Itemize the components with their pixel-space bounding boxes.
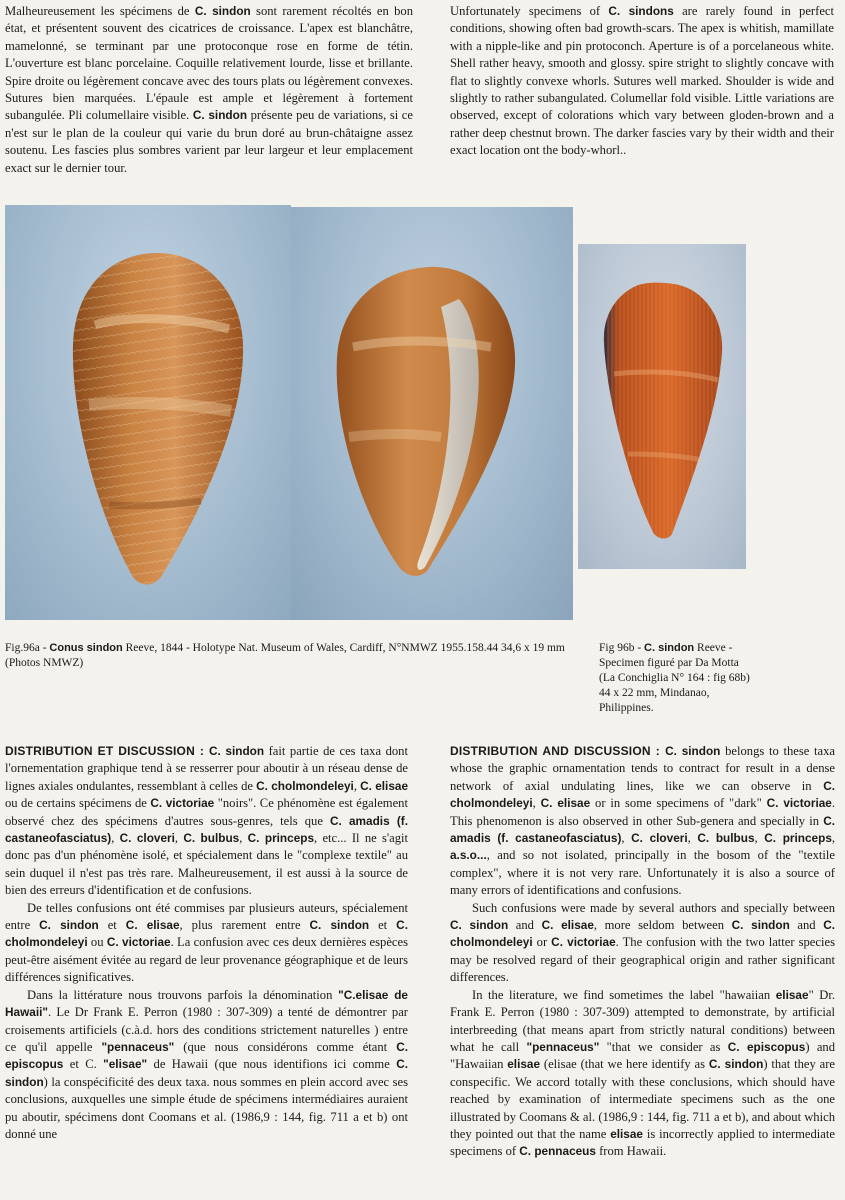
paragraph [5,987,408,1144]
species-name: C. sindon [731,918,790,933]
species-name: C. elisae [360,778,409,793]
text-run: sont rarement récoltés en bon état, et présentent souvent des cicatrices de croissance. L'apex est blanchâtre, mamelonné, se terminant par une protoconque rose en forme de tétin. L'ouverture est blanc porcelaine. Coquille relativement lourde, lisse et brillante. Spire droite ou légèrement concave avec des tours plats ou légèrement convexes. Sutures bien marquées. L'épaule est ample et légèrement à fortement subangulée. Pli columellaire visible. [5,4,413,123]
species-name: C. sindon [309,918,370,933]
species-name: C. episcopus [727,1039,806,1054]
paragraph [450,900,835,987]
text-run: Fig 96b - [599,642,645,654]
text-run: ou de certains spécimens de [5,796,151,811]
species-name: C. sindon [708,1057,764,1072]
species-name: C. sindon [39,918,99,933]
species-name: "C.elisae de Hawaii" [5,987,408,1020]
text-run: de Hawaii (que nous identifions ici comme [147,1057,397,1072]
paragraph [5,743,408,900]
caption-line [599,671,829,686]
species-name: elisae [610,1126,643,1141]
species-name: C. cholmondeleyi [5,918,408,950]
text-run: , [239,831,248,846]
text-run: from Hawaii. [595,1144,667,1159]
text-run: , plus rarement entre [179,918,310,933]
text-run: is incorrectly applied to intermediate specimens of [450,1126,835,1159]
species-name: C. elisae [540,796,591,811]
text-run: or in some specimens of "dark" [590,796,767,811]
text-run: , [831,831,836,846]
caption-line [599,686,829,701]
text-run: et [369,918,397,933]
cone-shell-ventral-image [291,207,573,620]
species-name: C. cholmondeleyi [256,778,354,793]
text-run: , [111,831,120,846]
text-run: Philippines. [599,702,654,714]
french-discussion-column [5,743,408,1143]
paragraph [5,900,408,987]
text-run: ou [87,935,107,950]
text-run: belongs to these taxa whose the graphic ornamentation tends to contract for result in a dense network of axial undulating lines, like we can observe in [450,744,835,793]
species-name: "elisae" [103,1057,148,1072]
text-run: , more seldom between [593,918,732,933]
text-run: (La Conchiglia N° 164 : fig 68b) [599,672,750,684]
text-run: , [532,796,541,811]
species-name: C. cholmondeleyi [450,778,835,811]
text-run: . The confusion with the two latter species may be resolved regard of their geographical origin and rather significant differences. [450,935,835,985]
text-run: De telles confusions ont été commises par plusieurs auteurs, spécialement entre [5,900,408,933]
section-heading: DISTRIBUTION ET DISCUSSION : [5,744,209,758]
figure-96a-caption [5,641,575,671]
text-run: fait partie de ces taxa dont l'ornementation graphique tend à se resserrer pour aboutir à un réseau dense de lignes axiales ondulantes, ressemblant à celles de [5,744,408,793]
paragraph [5,3,413,177]
species-name: "pennaceus" [101,1039,175,1054]
species-name: C. sindon [208,744,265,758]
paragraph [450,3,834,160]
da-motta-specimen-photo [578,244,746,569]
text-run: are rarely found in perfect conditions, showing often bad growth-scars. The apex is whitish, mamillate with a nipple-like and pin protoconch. Aperture is of a porcelaneous white. Shell rather heavy, smooth and glossy. spire stright to slightly concave with flat to slightly convexe whorls. Sutures well marked. Shoulder is wide and slightly to rather subangulated. Columellar fold visible. Little variations are observed, except of colorations which vary between gloden-brown and a rather deep chestnut brown. The darker fascies vary by their width and their exact location ont the body-whorl.. [450,4,834,158]
species-name: Conus sindon [49,642,123,654]
figure-96b-caption [599,641,829,716]
species-name: C. sindon [450,918,509,933]
species-name: C. victoriae [766,796,832,811]
text-run: Dans la littérature nous trouvons parfois la dénomination [27,987,339,1002]
text-run: Specimen figuré par Da Motta [599,657,739,669]
text-run: and [789,918,824,933]
species-name: elisae [507,1057,541,1072]
text-run: (que nous considérons comme étant [174,1039,397,1054]
text-run: . This phenomenon is also observed in other Sub-genera and specially in [450,796,836,828]
species-name: C. bulbus [697,831,755,846]
text-run: , [621,831,632,846]
text-run: 44 x 22 mm, Mindanao, [599,687,710,699]
french-intro-column [5,3,413,177]
species-name: C. elisae [125,918,180,933]
species-name: C. sindon [192,108,248,123]
text-run: et [98,918,126,933]
text-run: ) that they are conspecific. We accord totally with these conclusions, which should have reached by examination of intermediate specimens such as the one illustrated by Coomans & al. (1986,9 : 144, fig. 711 a et b), and about which they pointed out that the name [450,1057,835,1141]
text-run: In the literature, we find sometimes the label "hawaiian [472,987,776,1002]
text-run: " Dr. Frank E. Perron (1980 : 307-309) attempted to demonstrate, by artificial interbreeding (that means apart from strictly natural conditions) between what he call [450,987,835,1054]
species-name: C. sindon [644,642,695,654]
species-name: C. bulbus [183,831,240,846]
text-run: . La confusion avec ces deux dernières espèces peut-être aisément évitée au regard de leur provenance géographique et de leurs différences significatives. [5,935,408,985]
species-name: "pennaceus" [526,1039,600,1054]
species-name: C. princeps [247,831,315,846]
species-name: C. amadis (f. castaneofasciatus) [5,813,408,846]
english-discussion-column [450,743,835,1161]
species-name: C. sindon [194,4,251,18]
caption-line [599,641,829,656]
species-name: C. cholmondeleyi [450,918,835,950]
species-name: elisae [775,987,809,1002]
species-name: C. cloveri [119,831,175,846]
text-run: présente peu de variations, si ce n'est sur le plan de la couleur qui varie du brun doré au brun-châtaigne assez soutenu. Les fascies plus sombres varient par leur largeur et leur emplacement exact sur le dernier tour. [5,108,413,175]
text-run: Fig.96a - [5,642,50,654]
species-name: C. victoriae [106,935,171,950]
species-name: C. sindon [665,744,721,758]
text-run: , [353,778,361,793]
species-name: C. princeps [764,831,832,846]
cone-shell-dorsal-image [5,205,291,620]
holotype-photo-dorsal [5,205,291,620]
species-name: C. victoriae [551,935,616,950]
paragraph [450,743,835,900]
text-run: or [532,935,552,950]
section-heading: DISTRIBUTION AND DISCUSSION : [450,744,666,758]
text-run: and [508,918,542,933]
species-name: a.s.o... [450,848,487,863]
holotype-photo-ventral [291,207,573,620]
caption-line [599,656,829,671]
text-run: Reeve - [694,642,733,654]
text-run: Unfortunately specimens of [450,4,609,18]
text-run: . Le Dr Frank E. Perron (1980 : 307-309) a tenté de démontrer par croisements artificiels (c.à.d. hors des conditions strictement naturelles ) entre ce qu'il appelle [5,1005,408,1054]
text-run: "noirs". Ce phénomène est également observé chez des spécimens d'autres sous-genres, tels que [5,796,408,828]
text-run: Reeve, 1844 - Holotype Nat. Museum of Wales, Cardiff, N°NMWZ 1955.158.44 34,6 x 19 mm (Photos NMWZ) [5,642,565,669]
species-name: C. elisae [541,918,594,933]
species-name: C. episcopus [5,1039,408,1072]
text-run: , [754,831,765,846]
text-run: Such confusions were made by several authors and specially between [472,900,835,915]
paragraph [450,987,835,1161]
species-name: C. victoriae [150,796,215,811]
text-run: , etc... Il ne s'agit donc pas d'un phénomène isolé, et spécialement dans le "complexe textile" au sein duquel il n'est pas très rare. Malheureusement, il est aussi à la source de bien des erreurs d'identification et de confusions. [5,831,409,898]
english-intro-column [450,3,834,160]
text-run: Malheureusement les spécimens de [5,4,195,18]
species-name: C. pennaceus [519,1144,596,1159]
species-name: C. amadis (f. castaneofasciatus) [450,813,835,846]
text-run: ) and "Hawaiian [450,1039,836,1072]
text-run: , [174,831,184,846]
cone-shell-specimen-image [578,244,746,569]
species-name: C. sindons [608,4,674,18]
text-run: ) la conspécificité des deux taxa. nous sommes en plein accord avec ses conclusions, auxquelles une simple étude de spécimens intermédiaires auraient pu aboutir, spécimens dont Coomans et al. (1986,9 : 144, fig. 711 a et b) ont donné une [5,1074,408,1141]
text-run: et C. [63,1057,104,1072]
text-run: , and so not isolated, principally in the bosom of the "textile complex", where it is not very rare. Unfortunately it is also a source of many errors of identifications and confusions. [450,848,835,898]
text-run: (elisae (that we here identify as [540,1057,709,1072]
caption-line [599,701,829,716]
species-name: C. cloveri [631,831,688,846]
text-run: "that we consider as [599,1039,728,1054]
species-name: C. sindon [5,1057,408,1089]
text-run: , [687,831,698,846]
